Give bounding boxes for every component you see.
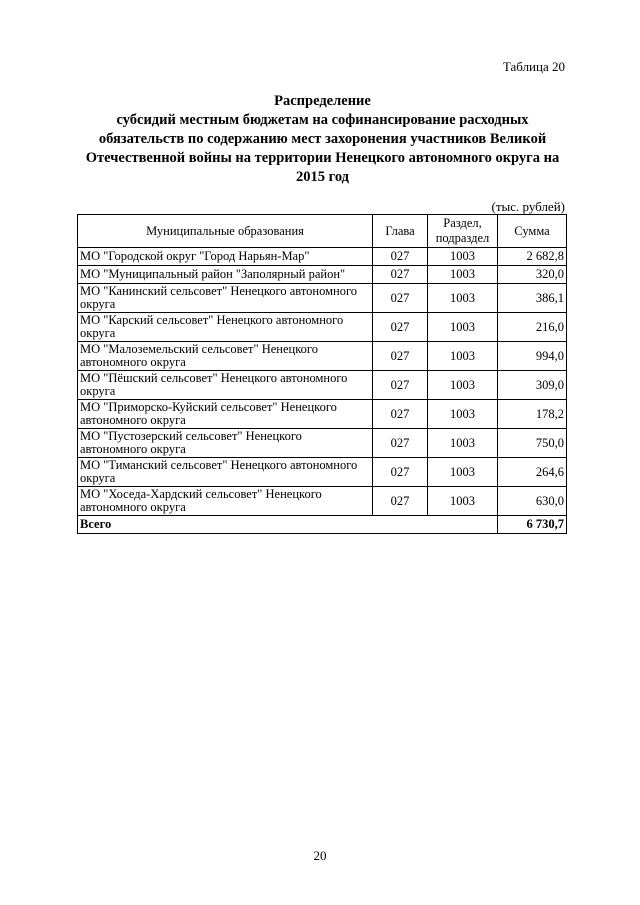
municipality-name: МО "Карский сельсовет" Ненецкого автономного округа (78, 313, 373, 342)
section-code: 1003 (428, 284, 498, 313)
municipality-name: МО "Приморско-Куйский сельсовет" Ненецкого автономного округа (78, 400, 373, 429)
units-label: (тыс. рублей) (491, 199, 565, 214)
table-header-row (78, 215, 567, 248)
chapter-code: 027 (373, 429, 428, 458)
total-row (78, 516, 567, 534)
total-label: Всего (78, 516, 498, 534)
chapter-code: 027 (373, 248, 428, 266)
section-code: 1003 (428, 313, 498, 342)
sum-value: 2 682,8 (498, 248, 567, 266)
chapter-code: 027 (373, 266, 428, 284)
municipality-name: МО "Пёшский сельсовет" Ненецкого автономного округа (78, 371, 373, 400)
header-municipality: Муниципальные образования (78, 215, 373, 248)
title-line: Отечественной войны на территории Ненецкого автономного округа на (85, 150, 560, 166)
header-sum: Сумма (498, 215, 567, 248)
sum-value: 320,0 (498, 266, 567, 284)
title-line: Распределение (274, 93, 371, 109)
total-sum: 6 730,7 (498, 516, 567, 534)
page-number: 20 (313, 848, 327, 863)
municipality-name: МО "Городской округ "Город Нарьян-Мар" (78, 248, 373, 266)
chapter-code: 027 (373, 487, 428, 516)
sum-value: 264,6 (498, 458, 567, 487)
table-row (78, 371, 567, 400)
chapter-code: 027 (373, 371, 428, 400)
table-row (78, 266, 567, 284)
table-row (78, 248, 567, 266)
header-chapter: Глава (373, 215, 428, 248)
sum-value: 216,0 (498, 313, 567, 342)
table-row (78, 342, 567, 371)
municipality-name: МО "Хоседа-Хардский сельсовет" Ненецкого автономного округа (78, 487, 373, 516)
section-code: 1003 (428, 487, 498, 516)
section-code: 1003 (428, 458, 498, 487)
header-section-line2: подраздел (435, 231, 490, 245)
table-label: Таблица 20 (502, 59, 565, 74)
section-code: 1003 (428, 400, 498, 429)
section-code: 1003 (428, 342, 498, 371)
chapter-code: 027 (373, 458, 428, 487)
municipality-name: МО "Муниципальный район "Заполярный район" (78, 266, 373, 284)
chapter-code: 027 (373, 284, 428, 313)
chapter-code: 027 (373, 400, 428, 429)
document-title (70, 92, 575, 187)
table-row (78, 284, 567, 313)
sum-value: 994,0 (498, 342, 567, 371)
municipality-name: МО "Малоземельский сельсовет" Ненецкого автономного округа (78, 342, 373, 371)
sum-value: 178,2 (498, 400, 567, 429)
header-section-line1: Раздел, (443, 216, 482, 230)
title-line: субсидий местным бюджетам на софинансирование расходных (116, 112, 529, 128)
municipality-name: МО "Пустозерский сельсовет" Ненецкого автономного округа (78, 429, 373, 458)
section-code: 1003 (428, 248, 498, 266)
sum-value: 750,0 (498, 429, 567, 458)
sum-value: 309,0 (498, 371, 567, 400)
header-section (428, 215, 498, 248)
title-line: обязательств по содержанию мест захоронения участников Великой (98, 131, 547, 147)
table-row (78, 313, 567, 342)
municipality-name: МО "Канинский сельсовет" Ненецкого автономного округа (78, 284, 373, 313)
table-row (78, 458, 567, 487)
table-row (78, 400, 567, 429)
table-row (78, 429, 567, 458)
sum-value: 386,1 (498, 284, 567, 313)
chapter-code: 027 (373, 313, 428, 342)
title-line: 2015 год (295, 169, 349, 185)
municipality-name: МО "Тиманский сельсовет" Ненецкого автономного округа (78, 458, 373, 487)
section-code: 1003 (428, 371, 498, 400)
table-row (78, 487, 567, 516)
section-code: 1003 (428, 266, 498, 284)
section-code: 1003 (428, 429, 498, 458)
chapter-code: 027 (373, 342, 428, 371)
subsidy-table (77, 214, 567, 534)
sum-value: 630,0 (498, 487, 567, 516)
